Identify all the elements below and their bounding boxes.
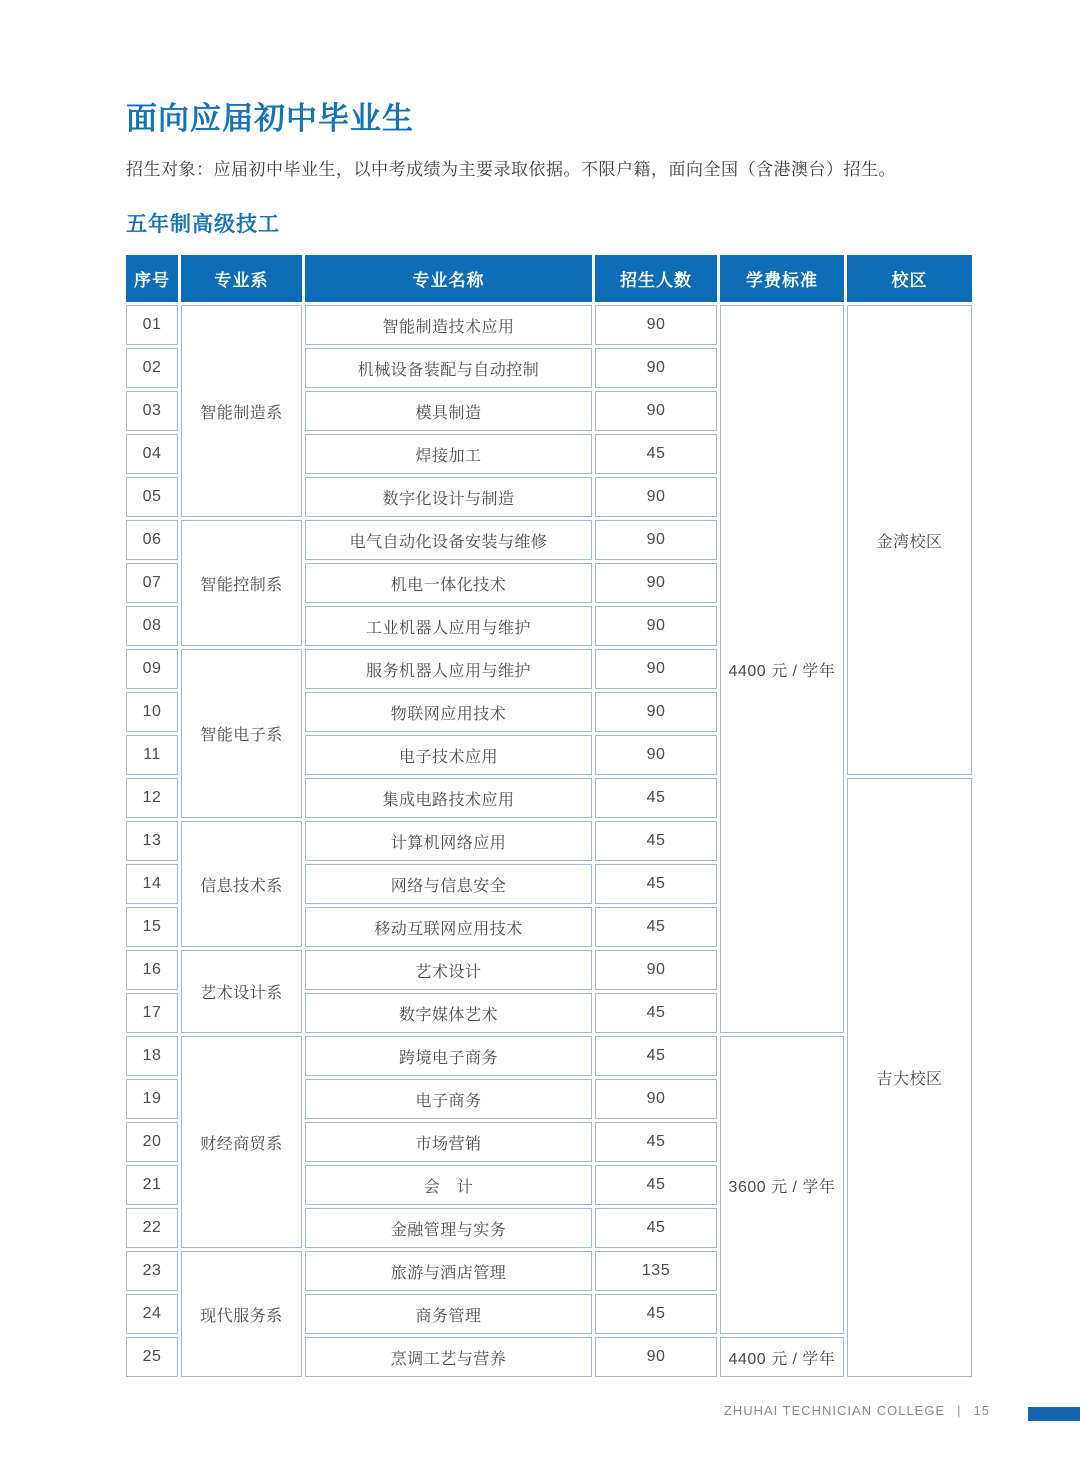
row-number-cell: 06	[126, 520, 178, 560]
row-number-cell: 09	[126, 649, 178, 689]
count-cell: 90	[595, 649, 717, 689]
count-cell: 90	[595, 477, 717, 517]
row-number-cell: 12	[126, 778, 178, 818]
row-number-cell: 10	[126, 692, 178, 732]
column-header-major: 专业名称	[305, 255, 592, 302]
major-cell: 机械设备装配与自动控制	[305, 348, 592, 388]
major-cell: 工业机器人应用与维护	[305, 606, 592, 646]
footer-college-name: ZHUHAI TECHNICIAN COLLEGE	[723, 1403, 946, 1418]
count-cell: 45	[595, 864, 717, 904]
count-cell: 45	[595, 1122, 717, 1162]
major-cell: 焊接加工	[305, 434, 592, 474]
major-cell: 数字化设计与制造	[305, 477, 592, 517]
department-cell: 智能控制系	[181, 520, 302, 646]
major-cell: 艺术设计	[305, 950, 592, 990]
major-cell: 电子商务	[305, 1079, 592, 1119]
row-number-cell: 13	[126, 821, 178, 861]
column-header-department: 专业系	[181, 255, 302, 302]
major-cell: 会 计	[305, 1165, 592, 1205]
major-cell: 商务管理	[305, 1294, 592, 1334]
table-row	[126, 1251, 972, 1291]
row-number-cell: 11	[126, 735, 178, 775]
row-number-cell: 07	[126, 563, 178, 603]
section-title: 五年制高级技工	[126, 213, 280, 236]
major-cell: 金融管理与实务	[305, 1208, 592, 1248]
row-number-cell: 03	[126, 391, 178, 431]
tuition-cell: 4400 元 / 学年	[720, 1337, 844, 1377]
count-cell: 90	[595, 563, 717, 603]
page-number: 15	[973, 1403, 990, 1418]
major-cell: 模具制造	[305, 391, 592, 431]
row-number-cell: 04	[126, 434, 178, 474]
count-cell: 90	[595, 348, 717, 388]
row-number-cell: 19	[126, 1079, 178, 1119]
table-row	[126, 1036, 972, 1076]
row-number-cell: 08	[126, 606, 178, 646]
column-header-count: 招生人数	[595, 255, 717, 302]
table-row	[126, 305, 972, 345]
count-cell: 45	[595, 1036, 717, 1076]
table-row	[126, 950, 972, 990]
major-cell: 电子技术应用	[305, 735, 592, 775]
major-cell: 市场营销	[305, 1122, 592, 1162]
campus-cell: 吉大校区	[847, 778, 972, 1377]
count-cell: 45	[595, 778, 717, 818]
count-cell: 45	[595, 1165, 717, 1205]
department-cell: 智能电子系	[181, 649, 302, 818]
row-number-cell: 16	[126, 950, 178, 990]
department-cell: 现代服务系	[181, 1251, 302, 1377]
row-number-cell: 21	[126, 1165, 178, 1205]
major-cell: 集成电路技术应用	[305, 778, 592, 818]
row-number-cell: 23	[126, 1251, 178, 1291]
major-cell: 烹调工艺与营养	[305, 1337, 592, 1377]
row-number-cell: 14	[126, 864, 178, 904]
footer-accent-bar	[1028, 1407, 1080, 1421]
count-cell: 90	[595, 520, 717, 560]
row-number-cell: 01	[126, 305, 178, 345]
department-cell: 艺术设计系	[181, 950, 302, 1033]
department-cell: 智能制造系	[181, 305, 302, 517]
admissions-table	[123, 252, 975, 1380]
table-row	[126, 649, 972, 689]
major-cell: 数字媒体艺术	[305, 993, 592, 1033]
count-cell: 90	[595, 735, 717, 775]
table-row	[126, 520, 972, 560]
count-cell: 90	[595, 606, 717, 646]
page-title: 面向应届初中毕业生	[126, 101, 414, 136]
column-header-no: 序号	[126, 255, 178, 302]
major-cell: 机电一体化技术	[305, 563, 592, 603]
page-content	[126, 93, 978, 1380]
column-header-campus: 校区	[847, 255, 972, 302]
row-number-cell: 02	[126, 348, 178, 388]
department-cell: 财经商贸系	[181, 1036, 302, 1248]
column-header-tuition: 学费标准	[720, 255, 844, 302]
row-number-cell: 15	[126, 907, 178, 947]
major-cell: 旅游与酒店管理	[305, 1251, 592, 1291]
count-cell: 90	[595, 391, 717, 431]
tuition-cell: 3600 元 / 学年	[720, 1036, 844, 1334]
count-cell: 45	[595, 1294, 717, 1334]
row-number-cell: 24	[126, 1294, 178, 1334]
campus-cell: 金湾校区	[847, 305, 972, 775]
major-cell: 智能制造技术应用	[305, 305, 592, 345]
department-cell: 信息技术系	[181, 821, 302, 947]
row-number-cell: 05	[126, 477, 178, 517]
count-cell: 90	[595, 950, 717, 990]
count-cell: 135	[595, 1251, 717, 1291]
table-row	[126, 821, 972, 861]
tuition-cell: 4400 元 / 学年	[720, 305, 844, 1033]
row-number-cell: 20	[126, 1122, 178, 1162]
major-cell: 移动互联网应用技术	[305, 907, 592, 947]
row-number-cell: 25	[126, 1337, 178, 1377]
major-cell: 跨境电子商务	[305, 1036, 592, 1076]
count-cell: 45	[595, 1208, 717, 1248]
count-cell: 45	[595, 821, 717, 861]
footer	[724, 1403, 990, 1418]
row-number-cell: 17	[126, 993, 178, 1033]
major-cell: 计算机网络应用	[305, 821, 592, 861]
footer-separator: |	[957, 1403, 962, 1418]
subtitle: 招生对象：应届初中毕业生，以中考成绩为主要录取依据。不限户籍，面向全国（含港澳台）招生。	[126, 160, 896, 179]
row-number-cell: 22	[126, 1208, 178, 1248]
major-cell: 网络与信息安全	[305, 864, 592, 904]
major-cell: 电气自动化设备安装与维修	[305, 520, 592, 560]
count-cell: 90	[595, 692, 717, 732]
count-cell: 45	[595, 907, 717, 947]
count-cell: 90	[595, 305, 717, 345]
count-cell: 90	[595, 1337, 717, 1377]
count-cell: 45	[595, 993, 717, 1033]
major-cell: 物联网应用技术	[305, 692, 592, 732]
row-number-cell: 18	[126, 1036, 178, 1076]
count-cell: 90	[595, 1079, 717, 1119]
major-cell: 服务机器人应用与维护	[305, 649, 592, 689]
count-cell: 45	[595, 434, 717, 474]
table-header-row	[126, 255, 972, 302]
